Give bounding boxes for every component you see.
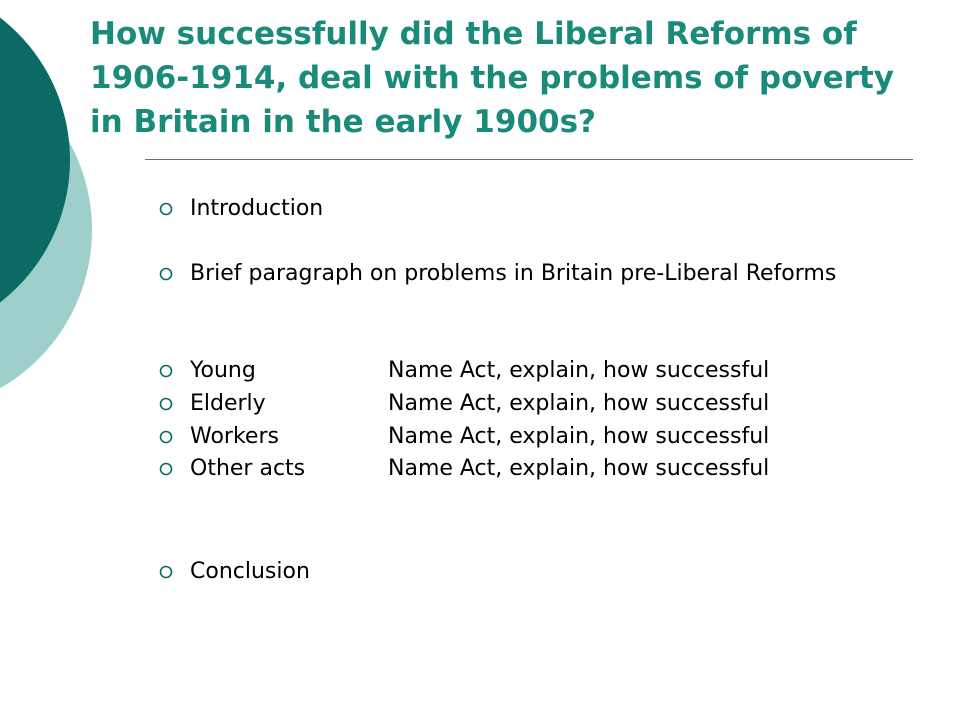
bullet-text: Conclusion	[190, 559, 310, 584]
hollow-circle-bullet-icon	[158, 266, 174, 282]
bullet-detail: Name Act, explain, how successful	[388, 391, 770, 416]
bullet-label: Workers	[190, 424, 279, 449]
bullet-detail: Name Act, explain, how successful	[388, 456, 770, 481]
bullet-label: Other acts	[190, 456, 306, 481]
hollow-circle-bullet-icon	[158, 429, 174, 445]
bullet-detail: Name Act, explain, how successful	[388, 358, 770, 383]
hollow-circle-bullet-icon	[158, 564, 174, 580]
hollow-circle-bullet-icon	[158, 363, 174, 379]
bullet-label: Elderly	[190, 391, 266, 416]
bullet-detail: Name Act, explain, how successful	[388, 424, 770, 449]
bullet-label: Young	[190, 358, 256, 383]
hollow-circle-bullet-icon	[158, 461, 174, 477]
hollow-circle-bullet-icon	[158, 201, 174, 217]
hollow-circle-bullet-icon	[158, 396, 174, 412]
bullet-text: Introduction	[190, 196, 324, 221]
bullet-text: Brief paragraph on problems in Britain pre-Liberal Reforms	[190, 261, 837, 286]
slide-title: How successfully did the Liberal Reforms of 1906-1914, deal with the problems of poverty in Britain in the early 1900s?	[90, 16, 894, 140]
